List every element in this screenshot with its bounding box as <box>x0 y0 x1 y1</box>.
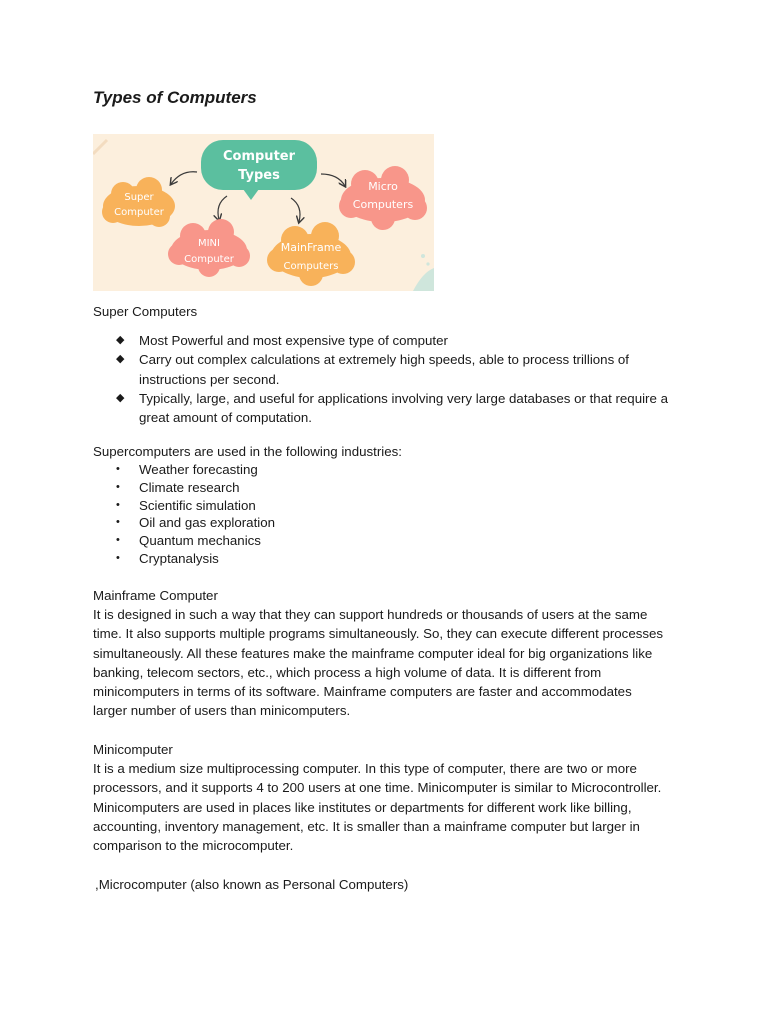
list-item-text: Climate research <box>139 479 240 495</box>
list-item <box>93 532 673 550</box>
bullet-dot-icon: • <box>116 551 120 564</box>
mainframe-label-2: Computers <box>283 261 339 272</box>
micro-label-2: Computers <box>352 198 414 211</box>
super-computers-heading: Super Computers <box>93 304 198 319</box>
list-item-text: Typically, large, and useful for applications involving very large databases or that require a great amount of computation. <box>139 390 668 426</box>
list-item-text: Oil and gas exploration <box>139 515 276 531</box>
minicomputer-heading: Minicomputer <box>93 742 173 757</box>
list-item-text: Scientific simulation <box>139 497 256 513</box>
list-item <box>93 461 673 479</box>
bullet-dot-icon: • <box>116 480 120 493</box>
list-item <box>93 514 673 532</box>
industries-list <box>93 461 673 568</box>
list-item <box>93 550 673 568</box>
bullet-dot-icon: • <box>116 516 120 529</box>
micro-label-1: Micro <box>368 180 398 193</box>
mainframe-body: It is designed in such a way that they can support hundreds or thousands of users at the same time. It also supports multiple programs simultaneously. So, they can execute different processes simultaneously. All these features make the mainframe computer ideal for big organizations like banking, telecom sectors, etc., which process a high volume of data. It is different from minicomputers in terms of its software. Mainframe computers are faster and accommodates larger number of users than minicomputers. <box>93 607 664 719</box>
list-item-text: Cryptanalysis <box>139 550 219 566</box>
list-item-text: Carry out complex calculations at extremely high speeds, able to process trillions of instructions per second. <box>139 352 629 387</box>
diamond-bullet-icon: ◆ <box>116 353 125 366</box>
minicomputer-body: It is a medium size multiprocessing computer. In this type of computer, there are two or more processors, and it supports 4 to 200 users at one time. Minicomputer is similar to Microcontroller. Minicomputers are used in places like institutes or departments for different work like billing, accounting, inventory management, etc. It is smaller than a mainframe computer but larger in comparison to the microcomputer. <box>93 761 662 854</box>
mini-label-2: Computer <box>184 254 234 265</box>
list-item-text: Weather forecasting <box>139 462 258 477</box>
center-label-1: Computer <box>222 149 296 164</box>
list-item <box>93 389 673 428</box>
diamond-bullet-icon: ◆ <box>116 391 125 404</box>
center-label-2: Types <box>238 168 280 183</box>
list-item-text: Quantum mechanics <box>139 533 261 549</box>
list-item <box>93 331 673 350</box>
bullet-dot-icon: • <box>116 498 120 511</box>
page-title: Types of Computers <box>93 88 257 107</box>
microcomputer-heading: ,Microcomputer (also known as Personal Computers) <box>95 877 409 892</box>
super-label-2: Computer <box>114 207 164 218</box>
super-label-1: Super <box>124 192 154 203</box>
list-item <box>93 479 673 497</box>
bullet-dot-icon: • <box>116 463 120 475</box>
diamond-bullet-icon: ◆ <box>116 334 125 346</box>
list-item <box>93 497 673 515</box>
list-item <box>93 350 673 389</box>
computer-types-diagram <box>93 134 434 291</box>
bullet-dot-icon: • <box>116 534 120 547</box>
mainframe-label-1: MainFrame <box>280 241 342 254</box>
mini-label-1: MINI <box>197 238 221 249</box>
mainframe-heading: Mainframe Computer <box>93 588 218 603</box>
list-item-text: Most Powerful and most expensive type of computer <box>139 333 448 348</box>
super-computers-bullets <box>93 331 673 427</box>
industries-intro: Supercomputers are used in the following industries: <box>93 444 402 459</box>
